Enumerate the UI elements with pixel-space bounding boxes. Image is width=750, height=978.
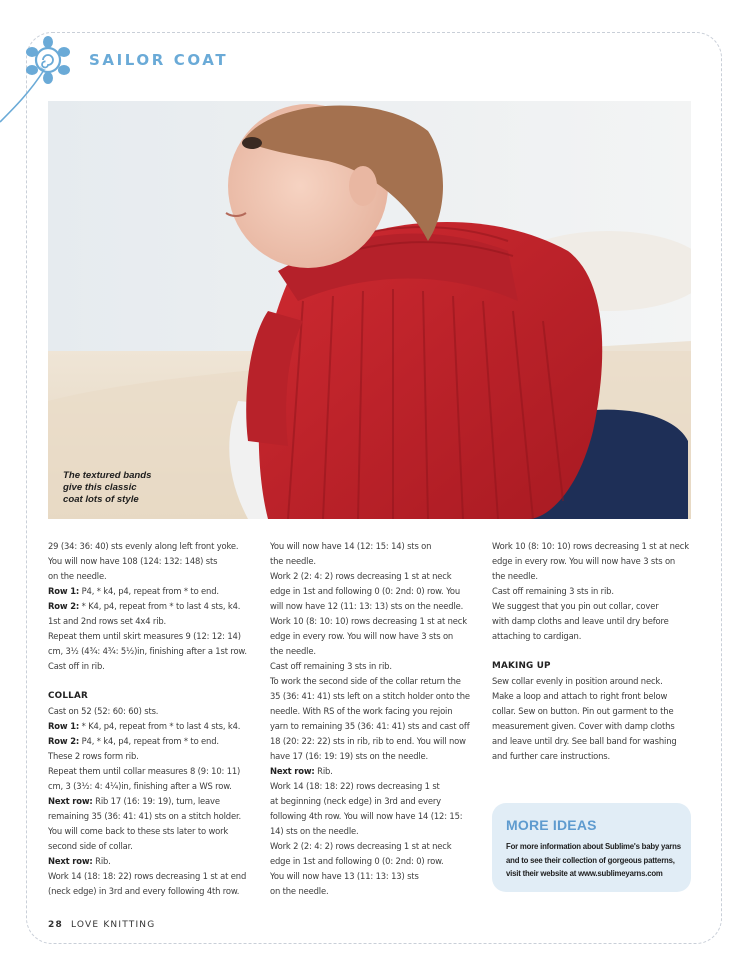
text-line: Work 2 (2: 4: 2) rows decreasing 1 st at neck (270, 841, 452, 851)
caption-line: give this classic (63, 482, 137, 493)
text-line: Repeat them until collar measures 8 (9: 10: 11) (48, 766, 241, 776)
page-footer (48, 920, 155, 930)
more-ideas-line: For more information about Sublime's baby yarns (506, 842, 681, 851)
text-line: edge in 1st and following 0 (0: 2nd: 0) row. You (270, 586, 461, 596)
text-line: cm, 3 (3½: 4: 4¼)in, finishing after a WS row. (48, 781, 232, 791)
text-line: 1st and 2nd rows set 4x4 rib. (48, 616, 167, 626)
text-line: These 2 rows form rib. (48, 751, 139, 761)
text-line: the needle. (270, 556, 316, 566)
text-line: the needle. (270, 646, 316, 656)
text-line: We suggest that you pin out collar, cover (492, 601, 659, 611)
text-line: To work the second side of the collar return the (270, 676, 461, 686)
text-line: You will now have 13 (11: 13: 13) sts (270, 871, 419, 881)
text-line: (neck edge) in 3rd and every following 4th row. (48, 886, 240, 896)
row-label: Row 1: (48, 586, 80, 596)
text-line: 29 (34: 36: 40) sts evenly along left front yoke. (48, 541, 239, 551)
text-line: have 17 (16: 19: 19) sts on the needle. (270, 751, 429, 761)
text-line: edge in 1st and following 0 (0: 2nd: 0) row. (270, 856, 444, 866)
text-line: second side of collar. (48, 841, 133, 851)
text-line: and further care instructions. (492, 751, 610, 761)
photo-caption (63, 470, 193, 506)
text-line: the needle. (492, 571, 538, 581)
text-line: at beginning (neck edge) in 3rd and every (270, 796, 441, 806)
row-text: Rib 17 (16: 19: 19), turn, leave (92, 796, 220, 806)
text-line: remaining 35 (36: 41: 41) sts on a stitch holder. (48, 811, 242, 821)
row-label: Next row: (270, 766, 315, 776)
row-label: Next row: (48, 796, 93, 806)
text-line: attaching to cardigan. (492, 631, 582, 641)
row-label: Row 1: (48, 721, 80, 731)
text-line: Sew collar evenly in position around neck. (492, 676, 663, 686)
row-text: * K4, p4, repeat from * to last 4 sts, k4. (79, 721, 241, 731)
text-line: 14) sts on the needle. (270, 826, 359, 836)
text-line: edge in every row. You will now have 3 sts on (270, 631, 454, 641)
section-heading-collar: COLLAR (48, 691, 88, 701)
row-instruction (270, 764, 470, 779)
more-ideas-text (506, 840, 688, 881)
row-text: Rib. (314, 766, 333, 776)
text-line: Cast off remaining 3 sts in rib. (492, 586, 614, 596)
text-line: collar. Sew on button. Pin out garment to the (492, 706, 674, 716)
text-line: following 4th row. You will now have 14 (12: 15: (270, 811, 463, 821)
magazine-name: LOVE KNITTING (71, 920, 156, 930)
text-line: on the needle. (270, 886, 329, 896)
text-line: Make a loop and attach to right front below (492, 691, 668, 701)
column-3 (492, 539, 692, 764)
text-line: and leave until dry. See ball band for washing (492, 736, 677, 746)
row-instruction (48, 584, 248, 599)
text-line: with damp cloths and leave until dry before (492, 616, 669, 626)
row-text: * K4, p4, repeat from * to last 4 sts, k4. (79, 601, 241, 611)
text-line: cm, 3½ (4¾: 4¾: 5½)in, finishing after a 1st row. (48, 646, 247, 656)
text-line: Cast on 52 (52: 60: 60) sts. (48, 706, 159, 716)
text-line: measurement given. Cover with damp cloths (492, 721, 675, 731)
text-line: will now have 12 (11: 13: 13) sts on the needle. (270, 601, 464, 611)
text-line: 35 (36: 41: 41) sts left on a stitch holder onto the (270, 691, 470, 701)
section-heading-making-up: MAKING UP (492, 661, 551, 671)
text-line: needle. With RS of the work facing you rejoin (270, 706, 453, 716)
text-line: You will now have 108 (124: 132: 148) sts (48, 556, 218, 566)
page-title: SAILOR COAT (89, 51, 229, 69)
more-ideas-box (492, 803, 691, 892)
text-line: You will now have 14 (12: 15: 14) sts on (270, 541, 432, 551)
row-text: Rib. (92, 856, 111, 866)
text-line: on the needle. (48, 571, 107, 581)
text-line: 18 (20: 22: 22) sts in rib, rib to end. You will now (270, 736, 466, 746)
text-line: You will come back to these sts later to work (48, 826, 229, 836)
row-label: Next row: (48, 856, 93, 866)
text-line: Repeat them until skirt measures 9 (12: 12: 14) (48, 631, 241, 641)
text-line: Work 14 (18: 18: 22) rows decreasing 1 st at end (48, 871, 247, 881)
page-number: 28 (48, 920, 63, 930)
text-line: Cast off in rib. (48, 661, 105, 671)
row-instruction (48, 794, 248, 809)
row-label: Row 2: (48, 601, 80, 611)
more-ideas-title: MORE IDEAS (506, 817, 597, 833)
row-instruction (48, 599, 248, 614)
row-instruction (48, 719, 248, 734)
text-line: edge in every row. You will now have 3 sts on (492, 556, 676, 566)
row-label: Row 2: (48, 736, 80, 746)
caption-line: coat lots of style (63, 494, 139, 505)
caption-line: The textured bands (63, 470, 152, 481)
text-line: Cast off remaining 3 sts in rib. (270, 661, 392, 671)
row-instruction (48, 854, 248, 869)
baby-sweater-photo (48, 101, 691, 519)
text-line: Work 10 (8: 10: 10) rows decreasing 1 st at neck (270, 616, 467, 626)
row-text: P4, * k4, p4, repeat from * to end. (79, 736, 219, 746)
column-2 (270, 539, 470, 899)
text-line: Work 10 (8: 10: 10) rows decreasing 1 st at neck (492, 541, 689, 551)
more-ideas-line: and to see their collection of gorgeous patterns, (506, 855, 675, 865)
column-1 (48, 539, 248, 899)
row-instruction (48, 734, 248, 749)
more-ideas-line: visit their website at www.sublimeyarns.com (506, 869, 663, 878)
text-line: Work 2 (2: 4: 2) rows decreasing 1 st at neck (270, 571, 452, 581)
text-line: yarn to remaining 35 (36: 41: 41) sts and cast off (270, 721, 470, 731)
text-line: Work 14 (18: 18: 22) rows decreasing 1 st (270, 781, 440, 791)
row-text: P4, * k4, p4, repeat from * to end. (79, 586, 219, 596)
